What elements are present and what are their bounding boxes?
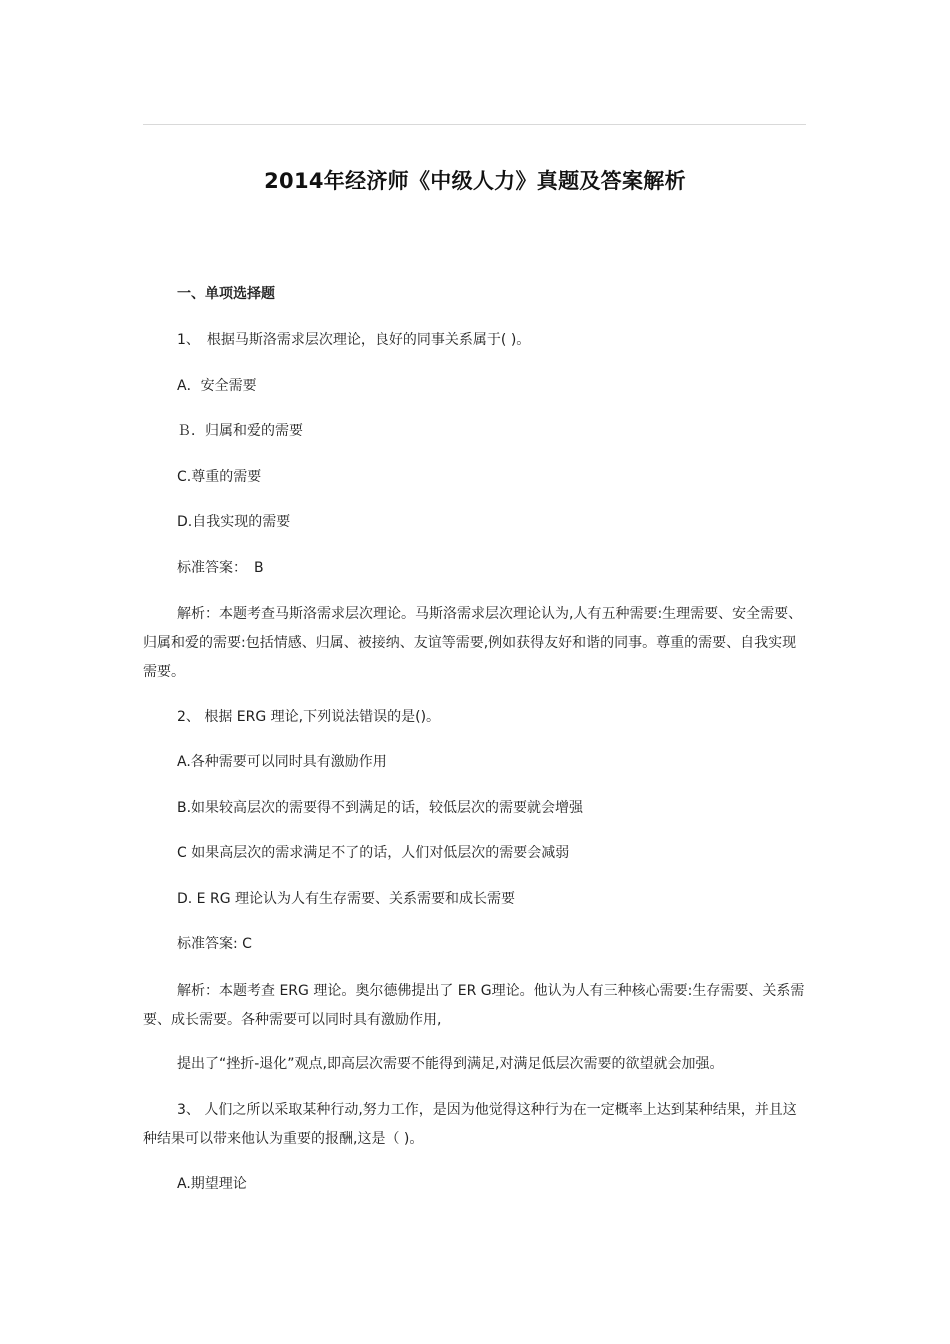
question-2-option-a: A.各种需要可以同时具有激励作用 — [177, 754, 387, 770]
question-1-stem: 1、 根据马斯洛需求层次理论，良好的同事关系属于( )。 — [177, 332, 531, 348]
question-1-option-b: Ｂ．归属和爱的需要 — [177, 423, 303, 439]
question-1-option-c: C.尊重的需要 — [177, 469, 262, 485]
question-2-option-c: C 如果高层次的需求满足不了的话，人们对低层次的需要会减弱 — [177, 845, 570, 861]
section-heading: 一、单项选择题 — [177, 286, 275, 302]
question-2-analysis-continued: 提出了“挫折-退化”观点,即高层次需要不能得到满足,对满足低层次需要的欲望就会加强。 — [177, 1056, 724, 1072]
question-2-stem: 2、 根据 ERG 理论,下列说法错误的是()。 — [177, 709, 441, 725]
question-1-option-a: A．安全需要 — [177, 378, 257, 394]
question-1-option-d: D.自我实现的需要 — [177, 514, 291, 530]
document-title: 2014年经济师《中级人力》真题及答案解析 — [264, 169, 686, 193]
question-2-analysis: 解析：本题考查 ERG 理论。奥尔德佛提出了 ER G理论。他认为人有三种核心需要:生存需要、关系需要、成长需要。各种需要可以同时具有激励作用, — [143, 983, 805, 1028]
question-3-option-a: A.期望理论 — [177, 1176, 247, 1192]
header-divider — [143, 124, 806, 125]
question-3-stem: 3、 人们之所以采取某种行动,努力工作，是因为他觉得这种行为在一定概率上达到某种结果，并且这种结果可以带来他认为重要的报酬,这是（ )。 — [143, 1102, 797, 1147]
question-2-option-b: B.如果较高层次的需要得不到满足的话，较低层次的需要就会增强 — [177, 800, 584, 816]
question-1-answer: 标准答案： B — [177, 560, 264, 576]
question-2-answer: 标准答案: C — [177, 936, 252, 952]
question-2-option-d: D. E RG 理论认为人有生存需要、关系需要和成长需要 — [177, 891, 516, 907]
question-1-analysis: 解析：本题考查马斯洛需求层次理论。马斯洛需求层次理论认为,人有五种需要:生理需要、安全需要、归属和爱的需要:包括情感、归属、被接纳、友谊等需要,例如获得友好和谐的同事。尊重的需要、自我实现需要。 — [143, 606, 803, 680]
